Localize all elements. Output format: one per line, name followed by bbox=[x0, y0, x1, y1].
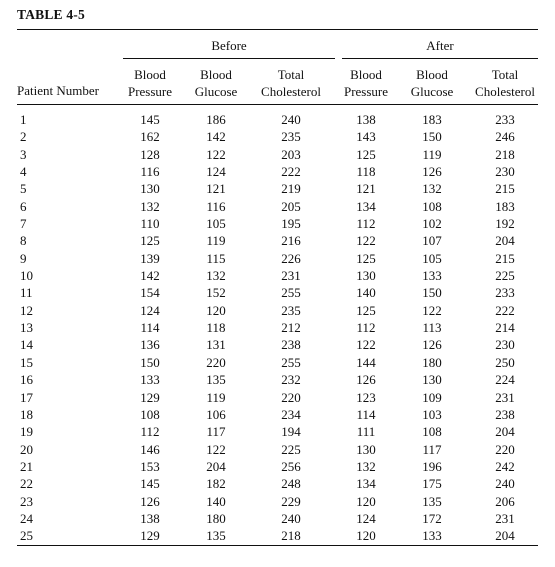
header-line: Blood bbox=[134, 67, 166, 82]
patient-number-cell: 17 bbox=[20, 389, 33, 405]
before-total-cholesterol-cell: 203 bbox=[281, 146, 301, 162]
before-total-cholesterol-cell: 255 bbox=[281, 285, 301, 301]
before-blood-pressure-cell: 150 bbox=[140, 354, 160, 370]
before-blood-glucose-cell: 142 bbox=[206, 129, 226, 145]
before-blood-pressure-cell: 124 bbox=[140, 302, 160, 318]
before-blood-glucose-cell: 116 bbox=[206, 198, 226, 214]
after-blood-glucose-cell: 133 bbox=[422, 268, 442, 284]
after-blood-pressure-cell: 125 bbox=[356, 250, 376, 266]
after-total-cholesterol-cell: 222 bbox=[495, 302, 515, 318]
after-blood-pressure-header bbox=[342, 66, 390, 100]
table-row bbox=[0, 111, 555, 128]
table-row bbox=[0, 128, 555, 145]
after-total-cholesterol-cell: 214 bbox=[495, 320, 515, 336]
after-total-cholesterol-cell: 192 bbox=[495, 216, 515, 232]
after-blood-glucose-cell: 150 bbox=[422, 129, 442, 145]
before-blood-glucose-cell: 180 bbox=[206, 510, 226, 526]
after-total-cholesterol-cell: 206 bbox=[495, 493, 515, 509]
after-total-cholesterol-cell: 204 bbox=[495, 424, 515, 440]
table-row bbox=[0, 354, 555, 371]
before-total-cholesterol-cell: 232 bbox=[281, 372, 301, 388]
before-blood-glucose-cell: 118 bbox=[206, 320, 226, 336]
table-row bbox=[0, 389, 555, 406]
table-row bbox=[0, 284, 555, 301]
patient-number-cell: 2 bbox=[20, 129, 27, 145]
after-total-cholesterol-cell: 238 bbox=[495, 406, 515, 422]
table-row bbox=[0, 146, 555, 163]
before-total-cholesterol-cell: 255 bbox=[281, 354, 301, 370]
header-line: Total bbox=[277, 67, 305, 82]
before-blood-glucose-cell: 152 bbox=[206, 285, 226, 301]
after-total-cholesterol-cell: 230 bbox=[495, 337, 515, 353]
after-blood-glucose-cell: 175 bbox=[422, 476, 442, 492]
before-blood-glucose-cell: 124 bbox=[206, 164, 226, 180]
after-total-cholesterol-cell: 250 bbox=[495, 354, 515, 370]
after-blood-glucose-cell: 132 bbox=[422, 181, 442, 197]
table-row bbox=[0, 319, 555, 336]
before-total-cholesterol-cell: 195 bbox=[281, 216, 301, 232]
after-group-rule bbox=[342, 58, 538, 59]
patient-number-cell: 4 bbox=[20, 164, 27, 180]
before-total-cholesterol-cell: 222 bbox=[281, 164, 301, 180]
before-blood-pressure-cell: 133 bbox=[140, 372, 160, 388]
after-total-cholesterol-cell: 218 bbox=[495, 146, 515, 162]
before-total-cholesterol-cell: 234 bbox=[281, 406, 301, 422]
before-blood-glucose-cell: 186 bbox=[206, 112, 226, 127]
after-total-cholesterol-cell: 215 bbox=[495, 250, 515, 266]
before-blood-pressure-cell: 116 bbox=[140, 164, 160, 180]
table-row bbox=[0, 336, 555, 353]
before-blood-pressure-cell: 129 bbox=[140, 389, 160, 405]
patient-number-cell: 22 bbox=[20, 476, 33, 492]
after-total-cholesterol-cell: 220 bbox=[495, 441, 515, 457]
before-blood-pressure-cell: 146 bbox=[140, 441, 160, 457]
before-blood-glucose-cell: 220 bbox=[206, 354, 226, 370]
patient-number-cell: 15 bbox=[20, 354, 33, 370]
header-line: Cholesterol bbox=[261, 84, 321, 99]
after-blood-glucose-cell: 150 bbox=[422, 285, 442, 301]
after-blood-pressure-cell: 118 bbox=[356, 164, 376, 180]
after-blood-pressure-cell: 111 bbox=[356, 424, 376, 440]
after-blood-pressure-cell: 122 bbox=[356, 233, 376, 249]
after-blood-glucose-cell: 105 bbox=[422, 250, 442, 266]
patient-number-cell: 11 bbox=[20, 285, 33, 301]
before-blood-glucose-cell: 119 bbox=[206, 233, 226, 249]
before-blood-pressure-cell: 139 bbox=[140, 250, 160, 266]
after-blood-pressure-cell: 132 bbox=[356, 458, 376, 474]
before-blood-glucose-cell: 115 bbox=[206, 250, 226, 266]
header-line: Blood bbox=[416, 67, 448, 82]
before-total-cholesterol-cell: 235 bbox=[281, 129, 301, 145]
patient-number-header: Patient Number bbox=[17, 83, 99, 98]
after-blood-pressure-cell: 123 bbox=[356, 389, 376, 405]
before-total-cholesterol-cell: 240 bbox=[281, 510, 301, 526]
patient-number-cell: 7 bbox=[20, 216, 27, 232]
before-blood-glucose-cell: 121 bbox=[206, 181, 226, 197]
patient-number-cell: 18 bbox=[20, 406, 33, 422]
after-total-cholesterol-cell: 204 bbox=[495, 528, 515, 544]
before-total-cholesterol-cell: 235 bbox=[281, 302, 301, 318]
before-blood-pressure-cell: 112 bbox=[140, 424, 160, 440]
patient-number-cell: 14 bbox=[20, 337, 33, 353]
before-blood-glucose-cell: 131 bbox=[206, 337, 226, 353]
after-blood-pressure-cell: 121 bbox=[356, 181, 376, 197]
before-total-cholesterol-cell: 229 bbox=[281, 493, 301, 509]
after-blood-pressure-cell: 120 bbox=[356, 493, 376, 509]
after-blood-glucose-cell: 102 bbox=[422, 216, 442, 232]
after-blood-glucose-cell: 119 bbox=[422, 146, 442, 162]
after-total-cholesterol-cell: 183 bbox=[495, 198, 515, 214]
patient-number-cell: 1 bbox=[20, 112, 27, 127]
after-blood-pressure-cell: 124 bbox=[356, 510, 376, 526]
before-total-cholesterol-cell: 248 bbox=[281, 476, 301, 492]
after-total-cholesterol-cell: 204 bbox=[495, 233, 515, 249]
patient-number-cell: 25 bbox=[20, 528, 33, 544]
after-blood-glucose-cell: 135 bbox=[422, 493, 442, 509]
before-blood-glucose-cell: 204 bbox=[206, 458, 226, 474]
after-total-cholesterol-cell: 242 bbox=[495, 458, 515, 474]
before-blood-glucose-cell: 122 bbox=[206, 146, 226, 162]
table-row bbox=[0, 441, 555, 458]
before-blood-pressure-cell: 142 bbox=[140, 268, 160, 284]
before-blood-pressure-cell: 130 bbox=[140, 181, 160, 197]
after-blood-pressure-cell: 112 bbox=[356, 216, 376, 232]
after-blood-pressure-cell: 134 bbox=[356, 198, 376, 214]
before-blood-glucose-cell: 119 bbox=[206, 389, 226, 405]
before-blood-pressure-cell: 162 bbox=[140, 129, 160, 145]
patient-number-cell: 21 bbox=[20, 458, 33, 474]
before-total-cholesterol-cell: 216 bbox=[281, 233, 301, 249]
before-blood-pressure-cell: 129 bbox=[140, 528, 160, 544]
after-blood-glucose-cell: 133 bbox=[422, 528, 442, 544]
after-blood-glucose-cell: 108 bbox=[422, 424, 442, 440]
after-blood-pressure-cell: 120 bbox=[356, 528, 376, 544]
after-blood-pressure-cell: 122 bbox=[356, 337, 376, 353]
after-blood-glucose-cell: 183 bbox=[422, 112, 442, 127]
after-total-cholesterol-cell: 240 bbox=[495, 476, 515, 492]
top-rule bbox=[17, 29, 538, 30]
after-total-cholesterol-cell: 224 bbox=[495, 372, 515, 388]
before-blood-glucose-cell: 105 bbox=[206, 216, 226, 232]
after-blood-glucose-cell: 117 bbox=[422, 441, 442, 457]
table-row bbox=[0, 475, 555, 492]
before-blood-pressure-cell: 125 bbox=[140, 233, 160, 249]
before-total-cholesterol-cell: 225 bbox=[281, 441, 301, 457]
table-row bbox=[0, 510, 555, 527]
before-total-cholesterol-cell: 231 bbox=[281, 268, 301, 284]
before-group-rule bbox=[123, 58, 335, 59]
after-blood-pressure-cell: 140 bbox=[356, 285, 376, 301]
before-blood-pressure-cell: 145 bbox=[140, 476, 160, 492]
after-blood-glucose-header bbox=[408, 66, 456, 100]
patient-number-cell: 10 bbox=[20, 268, 33, 284]
after-blood-glucose-cell: 126 bbox=[422, 164, 442, 180]
after-total-cholesterol-cell: 246 bbox=[495, 129, 515, 145]
header-line: Total bbox=[491, 67, 519, 82]
before-total-cholesterol-cell: 205 bbox=[281, 198, 301, 214]
patient-number-cell: 9 bbox=[20, 250, 27, 266]
patient-number-cell: 5 bbox=[20, 181, 27, 197]
before-blood-glucose-cell: 135 bbox=[206, 528, 226, 544]
after-total-cholesterol-cell: 231 bbox=[495, 389, 515, 405]
before-blood-pressure-cell: 145 bbox=[140, 112, 160, 127]
after-blood-glucose-cell: 108 bbox=[422, 198, 442, 214]
table-row bbox=[0, 527, 555, 544]
table-row bbox=[0, 458, 555, 475]
before-blood-pressure-cell: 132 bbox=[140, 198, 160, 214]
before-total-cholesterol-cell: 240 bbox=[281, 112, 301, 127]
after-blood-pressure-cell: 130 bbox=[356, 441, 376, 457]
header-line: Pressure bbox=[343, 84, 389, 99]
after-blood-glucose-cell: 113 bbox=[422, 320, 442, 336]
before-blood-pressure-header bbox=[126, 66, 174, 100]
before-total-cholesterol-cell: 238 bbox=[281, 337, 301, 353]
after-total-cholesterol-cell: 225 bbox=[495, 268, 515, 284]
before-total-cholesterol-cell: 219 bbox=[281, 181, 301, 197]
after-blood-glucose-cell: 122 bbox=[422, 302, 442, 318]
table-row bbox=[0, 302, 555, 319]
before-blood-pressure-cell: 110 bbox=[140, 216, 160, 232]
table-row bbox=[0, 267, 555, 284]
after-group-header: After bbox=[426, 38, 454, 53]
patient-number-cell: 19 bbox=[20, 424, 33, 440]
after-blood-pressure-cell: 126 bbox=[356, 372, 376, 388]
patient-number-cell: 20 bbox=[20, 441, 33, 457]
before-blood-pressure-cell: 128 bbox=[140, 146, 160, 162]
after-total-cholesterol-cell: 233 bbox=[495, 285, 515, 301]
after-blood-glucose-cell: 172 bbox=[422, 510, 442, 526]
patient-number-cell: 3 bbox=[20, 146, 27, 162]
after-total-cholesterol-cell: 233 bbox=[495, 112, 515, 127]
before-blood-glucose-cell: 120 bbox=[206, 302, 226, 318]
after-total-cholesterol-cell: 231 bbox=[495, 510, 515, 526]
before-blood-pressure-cell: 154 bbox=[140, 285, 160, 301]
after-blood-glucose-cell: 103 bbox=[422, 406, 442, 422]
before-total-cholesterol-header bbox=[257, 66, 325, 100]
header-line: Blood bbox=[200, 67, 232, 82]
before-blood-glucose-cell: 135 bbox=[206, 372, 226, 388]
before-total-cholesterol-cell: 256 bbox=[281, 458, 301, 474]
table-row bbox=[0, 215, 555, 232]
patient-number-cell: 23 bbox=[20, 493, 33, 509]
before-blood-glucose-cell: 132 bbox=[206, 268, 226, 284]
header-line: Cholesterol bbox=[475, 84, 535, 99]
table-row bbox=[0, 406, 555, 423]
table-row bbox=[0, 180, 555, 197]
before-blood-glucose-header bbox=[192, 66, 240, 100]
after-blood-pressure-cell: 114 bbox=[356, 406, 376, 422]
after-blood-glucose-cell: 109 bbox=[422, 389, 442, 405]
table-row bbox=[0, 198, 555, 215]
after-blood-pressure-cell: 130 bbox=[356, 268, 376, 284]
patient-number-cell: 12 bbox=[20, 302, 33, 318]
after-blood-pressure-cell: 112 bbox=[356, 320, 376, 336]
before-total-cholesterol-cell: 226 bbox=[281, 250, 301, 266]
after-blood-pressure-cell: 125 bbox=[356, 146, 376, 162]
patient-number-cell: 24 bbox=[20, 510, 33, 526]
bottom-rule bbox=[17, 545, 538, 546]
after-blood-pressure-cell: 138 bbox=[356, 112, 376, 127]
table-row bbox=[0, 423, 555, 440]
table-row bbox=[0, 163, 555, 180]
after-blood-glucose-cell: 180 bbox=[422, 354, 442, 370]
table-row bbox=[0, 371, 555, 388]
header-line: Glucose bbox=[410, 84, 454, 99]
header-bottom-rule bbox=[17, 104, 538, 105]
before-blood-glucose-cell: 106 bbox=[206, 406, 226, 422]
header-line: Pressure bbox=[127, 84, 173, 99]
after-blood-pressure-cell: 125 bbox=[356, 302, 376, 318]
before-blood-glucose-cell: 122 bbox=[206, 441, 226, 457]
after-blood-pressure-cell: 144 bbox=[356, 354, 376, 370]
before-total-cholesterol-cell: 220 bbox=[281, 389, 301, 405]
header-line: Glucose bbox=[194, 84, 238, 99]
before-total-cholesterol-cell: 212 bbox=[281, 320, 301, 336]
table-body bbox=[0, 111, 555, 545]
before-blood-glucose-cell: 117 bbox=[206, 424, 226, 440]
after-blood-glucose-cell: 196 bbox=[422, 458, 442, 474]
before-blood-pressure-cell: 126 bbox=[140, 493, 160, 509]
table-row bbox=[0, 493, 555, 510]
before-total-cholesterol-cell: 218 bbox=[281, 528, 301, 544]
before-blood-pressure-cell: 108 bbox=[140, 406, 160, 422]
table-row bbox=[0, 232, 555, 249]
patient-number-cell: 16 bbox=[20, 372, 33, 388]
table-row bbox=[0, 250, 555, 267]
after-blood-pressure-cell: 143 bbox=[356, 129, 376, 145]
after-total-cholesterol-cell: 230 bbox=[495, 164, 515, 180]
before-blood-pressure-cell: 136 bbox=[140, 337, 160, 353]
patient-number-cell: 13 bbox=[20, 320, 33, 336]
before-blood-glucose-cell: 182 bbox=[206, 476, 226, 492]
before-blood-pressure-cell: 138 bbox=[140, 510, 160, 526]
before-total-cholesterol-cell: 194 bbox=[281, 424, 301, 440]
before-blood-pressure-cell: 114 bbox=[140, 320, 160, 336]
after-blood-glucose-cell: 126 bbox=[422, 337, 442, 353]
patient-number-cell: 6 bbox=[20, 198, 27, 214]
after-total-cholesterol-header bbox=[472, 66, 538, 100]
after-blood-glucose-cell: 107 bbox=[422, 233, 442, 249]
after-blood-glucose-cell: 130 bbox=[422, 372, 442, 388]
table-title: TABLE 4-5 bbox=[17, 7, 85, 22]
patient-number-cell: 8 bbox=[20, 233, 27, 249]
after-blood-pressure-cell: 134 bbox=[356, 476, 376, 492]
before-blood-glucose-cell: 140 bbox=[206, 493, 226, 509]
after-total-cholesterol-cell: 215 bbox=[495, 181, 515, 197]
header-line: Blood bbox=[350, 67, 382, 82]
before-group-header: Before bbox=[211, 38, 247, 53]
before-blood-pressure-cell: 153 bbox=[140, 458, 160, 474]
